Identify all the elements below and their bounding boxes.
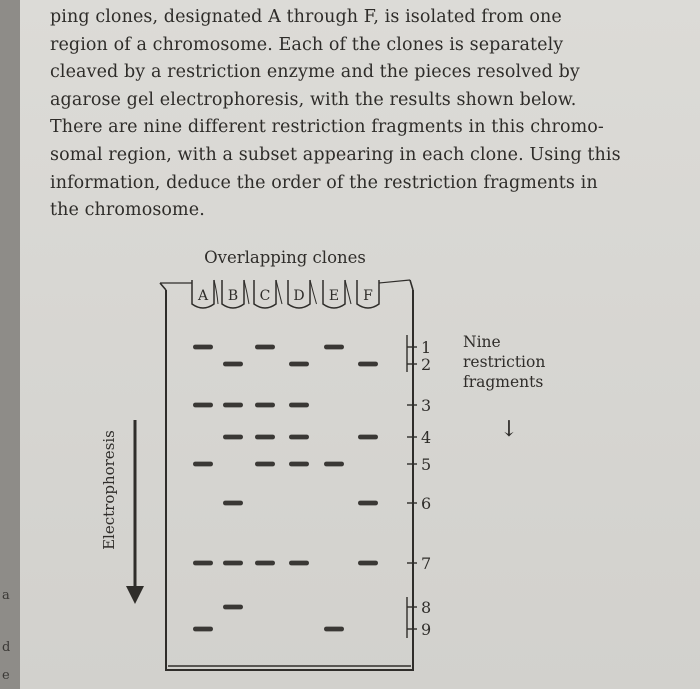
paragraph-line: information, deduce the order of the restriction fragments in bbox=[50, 172, 598, 193]
electrophoresis-label: Electrophoresis bbox=[100, 430, 118, 550]
gel-well-divider bbox=[345, 280, 351, 304]
band-A-3 bbox=[193, 403, 213, 408]
gel-corner-line bbox=[160, 283, 166, 290]
fragment-number-7: 7 bbox=[421, 554, 432, 573]
margin-glyph: a bbox=[2, 588, 10, 603]
band-B-4 bbox=[223, 435, 243, 440]
band-B-6 bbox=[223, 501, 243, 506]
band-C-3 bbox=[255, 403, 275, 408]
gel-corner-line bbox=[410, 280, 413, 290]
band-F-4 bbox=[358, 435, 378, 440]
band-E-9 bbox=[324, 627, 344, 632]
band-D-7 bbox=[289, 561, 309, 566]
gel-well-divider bbox=[276, 280, 282, 304]
band-A-7 bbox=[193, 561, 213, 566]
paragraph-line: the chromosome. bbox=[50, 200, 205, 221]
gel-outline bbox=[160, 280, 413, 670]
lane-label-F: F bbox=[363, 288, 373, 304]
fragment-number-5: 5 bbox=[421, 455, 432, 474]
band-D-4 bbox=[289, 435, 309, 440]
band-F-2 bbox=[358, 362, 378, 367]
lane-label-E: E bbox=[328, 288, 340, 304]
band-B-3 bbox=[223, 403, 243, 408]
side-label-line: Nine bbox=[463, 333, 501, 351]
band-D-2 bbox=[289, 362, 309, 367]
paragraph-line: somal region, with a subset appearing in each clone. Using this bbox=[50, 144, 621, 165]
gel-top-line bbox=[379, 280, 410, 283]
margin-glyph: d bbox=[2, 640, 11, 655]
lane-label-D: D bbox=[293, 288, 305, 304]
margin-glyph: e bbox=[2, 668, 10, 683]
paragraph-line: There are nine different restriction fragments in this chromo- bbox=[50, 117, 604, 138]
band-A-9 bbox=[193, 627, 213, 632]
paragraph-line: ping clones, designated A through F, is isolated from one bbox=[50, 7, 562, 27]
fragment-number-2: 2 bbox=[421, 355, 432, 374]
lane-labels bbox=[197, 288, 373, 304]
band-F-7 bbox=[358, 561, 378, 566]
side-label-line: fragments bbox=[463, 373, 544, 391]
band-C-4 bbox=[255, 435, 275, 440]
fragment-number-6: 6 bbox=[421, 494, 432, 513]
fragment-number-3: 3 bbox=[421, 396, 432, 415]
electrophoresis-arrow-head bbox=[126, 586, 144, 604]
lane-label-C: C bbox=[259, 288, 271, 304]
gel-bands bbox=[193, 345, 378, 632]
band-E-5 bbox=[324, 462, 344, 467]
band-C-5 bbox=[255, 462, 275, 467]
fragment-number-9: 9 bbox=[421, 620, 432, 639]
side-label-line: restriction bbox=[463, 353, 546, 371]
side-label bbox=[463, 333, 545, 442]
fragment-scale bbox=[407, 335, 431, 639]
lane-label-A: A bbox=[197, 288, 209, 304]
paragraph-line: cleaved by a restriction enzyme and the pieces resolved by bbox=[50, 62, 580, 83]
lane-label-B: B bbox=[227, 288, 239, 304]
band-E-1 bbox=[324, 345, 344, 350]
band-B-7 bbox=[223, 561, 243, 566]
paragraph-line: region of a chromosome. Each of the clones is separately bbox=[50, 34, 564, 55]
gel-well-divider bbox=[310, 280, 317, 304]
fragment-number-8: 8 bbox=[421, 598, 432, 617]
fragment-number-1: 1 bbox=[421, 338, 432, 357]
down-arrow-icon: ↓ bbox=[499, 417, 519, 442]
figure-title: Overlapping clones bbox=[204, 248, 366, 267]
band-C-7 bbox=[255, 561, 275, 566]
electrophoresis-axis bbox=[100, 420, 144, 604]
band-A-5 bbox=[193, 462, 213, 467]
paragraph-line: agarose gel electrophoresis, with the results shown below. bbox=[50, 89, 577, 110]
band-D-5 bbox=[289, 462, 309, 467]
band-B-8 bbox=[223, 605, 243, 610]
band-D-3 bbox=[289, 403, 309, 408]
band-F-6 bbox=[358, 501, 378, 506]
band-B-2 bbox=[223, 362, 243, 367]
band-C-1 bbox=[255, 345, 275, 350]
band-A-1 bbox=[193, 345, 213, 350]
fragment-number-4: 4 bbox=[421, 428, 432, 447]
